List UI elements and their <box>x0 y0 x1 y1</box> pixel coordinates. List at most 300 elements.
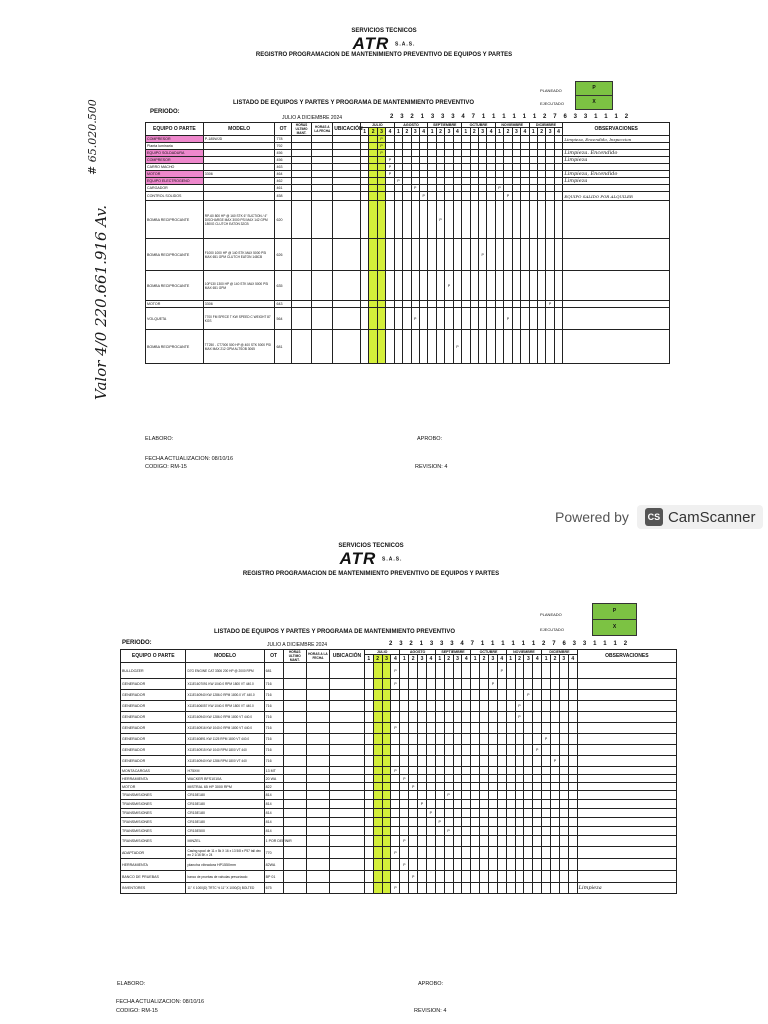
horas-fecha-cell <box>306 818 329 827</box>
week-cell <box>364 791 373 800</box>
week-cell <box>537 136 545 143</box>
week-cell <box>487 239 495 271</box>
week-cell <box>419 330 427 364</box>
ot-cell: 716 <box>264 701 283 712</box>
week-cell <box>400 679 409 690</box>
week-cell <box>568 690 577 701</box>
horas-fecha-cell <box>306 663 329 679</box>
week-cell <box>436 164 444 171</box>
month-septiembre: SEPTIEMBRE <box>428 123 462 128</box>
week-cell <box>419 201 427 239</box>
week-label: 3 <box>411 128 419 136</box>
week-cell <box>403 150 411 157</box>
ubicacion-cell <box>333 192 361 201</box>
week-cell <box>471 883 480 894</box>
observaciones-cell <box>563 308 670 330</box>
week-cell <box>428 201 436 239</box>
week-label: 3 <box>377 128 385 136</box>
week-cell <box>529 143 537 150</box>
horas-fecha-cell <box>306 690 329 701</box>
powered-by-text: Powered by <box>555 509 629 525</box>
week-cell <box>488 701 497 712</box>
week-cell <box>537 157 545 164</box>
week-cell <box>478 164 486 171</box>
horas-fecha-cell <box>312 185 333 192</box>
week-cell <box>382 800 391 809</box>
week-cell <box>497 791 506 800</box>
week-cell <box>394 301 402 308</box>
week-cell <box>551 701 560 712</box>
ot-cell: 13 MT <box>264 767 283 775</box>
week-cell <box>369 192 377 201</box>
table-row <box>121 701 677 712</box>
week-cell <box>497 767 506 775</box>
week-cell <box>435 871 444 883</box>
week-cell <box>411 178 419 185</box>
week-cell <box>495 178 503 185</box>
week-cell <box>426 723 435 734</box>
week-cell <box>480 871 489 883</box>
ot-cell: 456 <box>275 157 291 164</box>
week-cell <box>480 847 489 859</box>
week-label: 4 <box>386 128 394 136</box>
week-cell <box>444 690 453 701</box>
horas-cell <box>291 136 312 143</box>
week-cell <box>487 136 495 143</box>
week-cell <box>377 157 385 164</box>
week-cell <box>394 201 402 239</box>
week-cell <box>488 883 497 894</box>
equipo-cell: BANCO DE PRUEBAS <box>121 871 186 883</box>
equipo-cell: BOMBA RECIPROCANTE <box>146 271 204 301</box>
modelo-cell: MISTRAL 65 HP 3000 RPM <box>186 783 264 791</box>
aprobo-label-2: APROBO: <box>418 981 444 987</box>
week-cell <box>436 143 444 150</box>
week-cell <box>529 185 537 192</box>
week-cell <box>394 157 402 164</box>
week-cell <box>551 827 560 836</box>
week-cell <box>426 745 435 756</box>
week-cell <box>435 847 444 859</box>
col-horas-fecha: HORAS A LA FECHA <box>312 123 333 136</box>
week-cell <box>426 690 435 701</box>
week-cell <box>506 756 515 767</box>
week-cell <box>426 818 435 827</box>
week-cell <box>480 756 489 767</box>
table-row <box>146 185 670 192</box>
observaciones-cell <box>577 723 676 734</box>
week-cell <box>512 157 520 164</box>
col-observaciones: OBSERVACIONES <box>577 650 676 663</box>
week-cell <box>419 150 427 157</box>
week-cell <box>559 701 568 712</box>
week-cell <box>426 827 435 836</box>
week-cell <box>428 271 436 301</box>
week-cell <box>418 734 427 745</box>
horas-cell <box>283 767 306 775</box>
week-cell <box>488 800 497 809</box>
observaciones-cell <box>577 871 676 883</box>
week-cell <box>364 800 373 809</box>
week-cell <box>504 185 512 192</box>
week-cell <box>435 767 444 775</box>
week-cell <box>400 663 409 679</box>
week-cell <box>409 745 418 756</box>
week-cell <box>506 809 515 818</box>
week-cell <box>453 723 462 734</box>
week-cell <box>524 723 533 734</box>
horas-cell <box>291 150 312 157</box>
week-cell <box>445 201 453 239</box>
equipo-cell: TRANSMISIONES <box>121 836 186 847</box>
table-row <box>146 150 670 157</box>
week-cell <box>512 178 520 185</box>
week-cell <box>537 308 545 330</box>
week-label: 3 <box>488 655 497 663</box>
week-label: 3 <box>453 655 462 663</box>
week-cell <box>462 734 471 745</box>
week-cell <box>403 308 411 330</box>
week-cell <box>411 271 419 301</box>
week-cell <box>533 859 542 871</box>
week-cell <box>554 201 562 239</box>
week-cell <box>462 767 471 775</box>
week-cell <box>551 712 560 723</box>
week-cell <box>524 809 533 818</box>
week-cell <box>542 663 551 679</box>
week-cell <box>462 143 470 150</box>
week-cell <box>400 809 409 818</box>
week-cell <box>478 185 486 192</box>
week-cell <box>428 143 436 150</box>
handwritten-top-note: # 65.020.500 <box>86 99 99 175</box>
table-row <box>146 178 670 185</box>
month-agosto: AGOSTO <box>400 650 435 655</box>
week-cell <box>462 164 470 171</box>
logo-text-2: ATR <box>339 549 377 568</box>
horas-fecha-cell <box>306 836 329 847</box>
week-cell <box>382 723 391 734</box>
aprobo-label: APROBO: <box>417 436 443 442</box>
week-cell <box>559 745 568 756</box>
ot-cell: 462 <box>275 178 291 185</box>
ot-cell: 778 <box>275 136 291 143</box>
week-cell <box>512 192 520 201</box>
week-cell <box>411 164 419 171</box>
week-cell <box>504 136 512 143</box>
week-cell <box>506 767 515 775</box>
horas-cell <box>283 679 306 690</box>
week-cell <box>436 239 444 271</box>
week-cell <box>400 818 409 827</box>
horas-fecha-cell <box>312 330 333 364</box>
ot-cell: 463 <box>275 164 291 171</box>
week-cell <box>497 756 506 767</box>
week-cell <box>364 663 373 679</box>
week-cell: P <box>409 871 418 883</box>
week-cell <box>360 271 368 301</box>
week-cell <box>487 164 495 171</box>
week-numbers-row: 2 3 2 1 3 3 3 4 7 1 1 1 1 1 1 2 7 6 3 3 1 1 1 2 <box>390 114 631 120</box>
week-cell <box>559 723 568 734</box>
ubicacion-cell <box>330 836 365 847</box>
week-cell <box>554 239 562 271</box>
week-cell <box>377 192 385 201</box>
week-cell <box>487 271 495 301</box>
week-cell <box>559 679 568 690</box>
week-cell <box>506 775 515 783</box>
week-cell <box>403 136 411 143</box>
week-cell <box>480 809 489 818</box>
observaciones-cell: Limpieza <box>563 178 670 185</box>
week-cell <box>369 171 377 178</box>
week-cell <box>360 301 368 308</box>
week-cell <box>445 185 453 192</box>
week-cell <box>382 701 391 712</box>
week-cell <box>391 871 400 883</box>
week-cell <box>533 883 542 894</box>
week-cell <box>506 859 515 871</box>
week-cell <box>435 723 444 734</box>
modelo-cell: X11E160891 KW 1125 RPM 1800 VT 440.0 <box>186 734 264 745</box>
modelo-cell: X11E1607091 KW 1040.0 RPM 1800 VT 440.0 <box>186 679 264 690</box>
week-cell <box>377 178 385 185</box>
ot-cell: 814 <box>264 791 283 800</box>
week-cell <box>478 150 486 157</box>
week-cell <box>487 143 495 150</box>
week-cell <box>506 847 515 859</box>
week-cell <box>444 663 453 679</box>
week-cell <box>533 756 542 767</box>
week-cell: P <box>391 663 400 679</box>
week-cell <box>559 663 568 679</box>
week-cell <box>497 690 506 701</box>
week-cell <box>537 164 545 171</box>
observaciones-cell <box>577 775 676 783</box>
modelo-cell: MINZEL <box>186 836 264 847</box>
week-cell <box>428 239 436 271</box>
horas-fecha-cell <box>306 712 329 723</box>
week-cell <box>409 800 418 809</box>
codigo-2: CODIGO: RM-15 <box>116 1008 158 1014</box>
week-cell <box>524 767 533 775</box>
ot-cell: 681 <box>264 663 283 679</box>
table-row <box>146 192 670 201</box>
periodo-label-2: PERIODO: <box>122 640 152 646</box>
week-cell <box>529 164 537 171</box>
week-cell <box>480 734 489 745</box>
week-cell <box>403 157 411 164</box>
table-row <box>121 847 677 859</box>
week-cell <box>542 800 551 809</box>
ubicacion-cell <box>333 201 361 239</box>
week-cell <box>478 330 486 364</box>
week-cell <box>515 883 524 894</box>
equipo-cell: MOTOR <box>146 171 204 178</box>
week-cell <box>537 192 545 201</box>
week-label: 1 <box>495 128 503 136</box>
week-cell <box>471 800 480 809</box>
week-cell <box>391 827 400 836</box>
week-cell: P <box>504 308 512 330</box>
week-cell <box>512 308 520 330</box>
week-cell <box>568 712 577 723</box>
ot-cell: 792 <box>275 143 291 150</box>
week-cell <box>495 330 503 364</box>
week-cell <box>537 171 545 178</box>
week-cell: P <box>497 663 506 679</box>
equipo-cell: CARRO MACHO <box>146 164 204 171</box>
col-ot: OT <box>275 123 291 136</box>
week-cell <box>521 136 529 143</box>
week-cell <box>382 663 391 679</box>
week-cell <box>495 136 503 143</box>
week-cell <box>377 301 385 308</box>
week-cell <box>426 756 435 767</box>
ejecutado-label: EJECUTADO <box>540 101 564 106</box>
week-cell <box>524 745 533 756</box>
table-row <box>146 136 670 143</box>
week-cell <box>462 679 471 690</box>
week-cell <box>487 150 495 157</box>
week-cell <box>445 192 453 201</box>
week-cell <box>512 185 520 192</box>
equipo-cell: MOTOR <box>146 301 204 308</box>
week-cell <box>453 836 462 847</box>
week-cell <box>360 164 368 171</box>
ot-cell: 1 POR DEFINIR <box>264 836 283 847</box>
week-cell <box>445 178 453 185</box>
week-cell <box>373 836 382 847</box>
week-cell <box>418 723 427 734</box>
horas-fecha-cell <box>306 791 329 800</box>
week-cell <box>529 171 537 178</box>
week-cell <box>411 143 419 150</box>
week-cell <box>478 301 486 308</box>
week-cell <box>488 734 497 745</box>
week-cell <box>533 767 542 775</box>
week-cell <box>462 723 471 734</box>
horas-cell <box>291 143 312 150</box>
week-cell <box>360 185 368 192</box>
week-cell <box>418 783 427 791</box>
week-cell <box>480 679 489 690</box>
equipo-cell: GENERADOR <box>121 756 186 767</box>
week-cell <box>400 847 409 859</box>
horas-cell <box>283 883 306 894</box>
week-cell <box>382 679 391 690</box>
week-cell: P <box>391 679 400 690</box>
week-cell: P <box>411 185 419 192</box>
week-cell <box>394 150 402 157</box>
listado-title-2: LISTADO DE EQUIPOS Y PARTES Y PROGRAMA DE MANTENIMIENTO PREVENTIVO <box>214 629 456 635</box>
week-cell <box>506 679 515 690</box>
week-cell <box>529 301 537 308</box>
week-cell <box>487 157 495 164</box>
week-label: 4 <box>497 655 506 663</box>
week-cell <box>521 164 529 171</box>
week-cell <box>444 883 453 894</box>
week-cell <box>453 712 462 723</box>
week-cell <box>533 775 542 783</box>
week-cell <box>551 859 560 871</box>
week-cell <box>533 783 542 791</box>
week-label: 2 <box>369 128 377 136</box>
col-equipo: EQUIPO O PARTE <box>146 123 204 136</box>
week-cell <box>409 690 418 701</box>
week-cell <box>488 847 497 859</box>
observaciones-cell: Limpieza <box>577 883 676 894</box>
week-cell <box>488 723 497 734</box>
observaciones-cell: Limpieza <box>563 157 670 164</box>
week-cell <box>515 818 524 827</box>
horas-fecha-cell <box>312 192 333 201</box>
week-cell <box>382 783 391 791</box>
week-cell <box>364 745 373 756</box>
week-cell <box>554 178 562 185</box>
week-cell <box>471 871 480 883</box>
week-cell <box>568 775 577 783</box>
revision-2: REVISION: 4 <box>414 1008 447 1014</box>
week-cell <box>373 663 382 679</box>
week-label: 1 <box>428 128 436 136</box>
horas-fecha-cell <box>306 745 329 756</box>
week-cell <box>462 301 470 308</box>
week-cell <box>497 847 506 859</box>
week-cell <box>568 859 577 871</box>
week-cell <box>386 136 394 143</box>
week-label: 2 <box>409 655 418 663</box>
week-cell <box>411 330 419 364</box>
week-label: 2 <box>551 655 560 663</box>
week-cell <box>504 201 512 239</box>
week-cell <box>453 847 462 859</box>
week-cell <box>386 178 394 185</box>
month-agosto: AGOSTO <box>394 123 428 128</box>
horas-cell <box>291 178 312 185</box>
week-cell <box>542 783 551 791</box>
week-cell <box>470 301 478 308</box>
week-cell <box>506 690 515 701</box>
week-cell <box>504 157 512 164</box>
week-cell <box>487 178 495 185</box>
week-cell: P <box>386 164 394 171</box>
week-label: 4 <box>391 655 400 663</box>
week-cell: P <box>386 157 394 164</box>
week-cell <box>515 734 524 745</box>
week-cell <box>533 690 542 701</box>
horas-fecha-cell <box>306 734 329 745</box>
modelo-cell <box>203 164 275 171</box>
week-cell <box>373 767 382 775</box>
modelo-cell: X11E160940 KW 1286.0 RPM 1800 VT 440.0 <box>186 712 264 723</box>
modelo-cell: D7G ENGINE CAT 3306 200 HP @ 2000 RPM <box>186 663 264 679</box>
week-cell <box>364 679 373 690</box>
week-cell <box>529 271 537 301</box>
week-cell <box>480 791 489 800</box>
ubicacion-cell <box>330 734 365 745</box>
week-cell <box>403 171 411 178</box>
week-cell <box>382 847 391 859</box>
week-cell <box>529 178 537 185</box>
week-cell <box>453 271 461 301</box>
week-cell <box>462 818 471 827</box>
week-cell: P <box>488 679 497 690</box>
week-cell <box>377 201 385 239</box>
horas-cell <box>283 712 306 723</box>
ejecutado-box: X <box>575 95 613 110</box>
observaciones-cell <box>577 745 676 756</box>
